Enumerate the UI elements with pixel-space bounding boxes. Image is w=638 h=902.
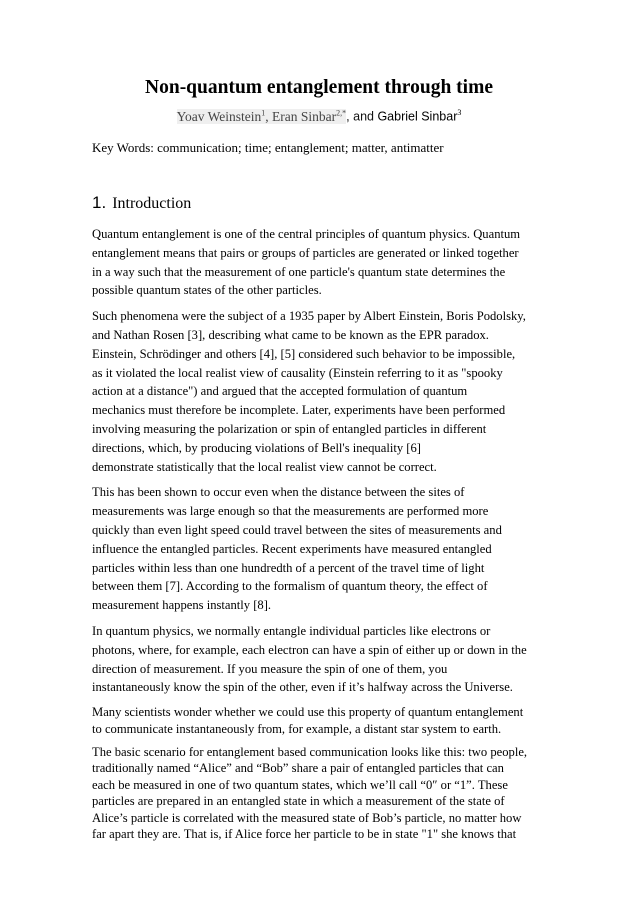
paragraph [92, 744, 552, 842]
text-line: as it violated the local realist view of causality (Einstein referring to it as "spooky [92, 365, 503, 380]
text-line: direction of measurement. If you measure the spin of one of them, you [92, 661, 448, 676]
text-line: instantaneously know the spin of the other, even if it’s halfway across the Universe. [92, 680, 513, 695]
author-and: and [349, 109, 378, 124]
text-line: Many scientists wonder whether we could use this property of quantum entanglement [92, 705, 524, 720]
text-line: influence the entangled particles. Recent experiments have measured entangled [92, 541, 492, 556]
section-title: Introduction [112, 195, 192, 212]
text-line: action at a distance") and argued that the accepted formulation of quantum [92, 384, 468, 399]
text-line: possible quantum states of the other particles. [92, 283, 322, 298]
text-line: measurement happens instantly [8]. [92, 598, 272, 613]
author-1 [176, 108, 350, 124]
text-line: mechanics must therefore be incomplete. Later, experiments have been performed [92, 403, 506, 418]
text-line: measurements was large enough so that the measurements are performed more [92, 504, 489, 519]
text-line: In quantum physics, we normally entangle individual particles like electrons or [92, 623, 491, 638]
author-1-affiliation: 1 [261, 108, 266, 117]
text-line: Such phenomena were the subject of a 1935 paper by Albert Einstein, Boris Podolsky, [92, 309, 526, 324]
text-line: involving measuring the polarization or spin of entangled particles in different [92, 421, 487, 436]
text-line: demonstrate statistically that the local realist view cannot be correct. [92, 459, 437, 474]
paragraph [92, 307, 552, 476]
text-line: between them [7]. According to the formalism of quantum theory, the effect of [92, 579, 488, 594]
keywords: Key Words: communication; time; entanglement; matter, antimatter [92, 140, 444, 155]
author-1-name: Yoav Weinstein [176, 108, 262, 124]
text-line: entanglement means that pairs or groups of particles are generated or linked together [92, 245, 519, 260]
text-line: traditionally named “Alice” and “Bob” share a pair of entangled particles that can [92, 761, 504, 776]
text-line: in a way such that the measurement of one particle's quantum state determines the [92, 264, 506, 279]
text-line: particles within less than one hundredth of a percent of the travel time of light [92, 560, 485, 575]
text-line: to communicate instantaneously from, for example, a distant star system to earth. [92, 721, 502, 736]
author-2-name: Eran Sinbar [272, 108, 337, 124]
paragraph [92, 483, 552, 615]
text-line: and Nathan Rosen [3], describing what came to be known as the EPR paradox. [92, 327, 489, 342]
paragraph [92, 622, 552, 697]
text-line: quickly than even light speed could travel between the sites of measurements and [92, 522, 502, 537]
text-line: Einstein, Schrödinger and others [4], [5] considered such behavior to be impossible, [92, 346, 516, 361]
text-line: Quantum entanglement is one of the central principles of quantum physics. Quantum [92, 227, 521, 241]
author-line [0, 108, 638, 125]
text-line: far apart they are. That is, if Alice force her particle to be in state "1" she knows that [92, 826, 517, 841]
author-3-name: Gabriel Sinbar [377, 109, 458, 124]
author-separator: , [265, 108, 273, 124]
section-heading [92, 193, 191, 213]
paragraph [92, 704, 552, 737]
author-3-affiliation: 3 [457, 108, 462, 117]
paper-title: Non-quantum entanglement through time [145, 77, 493, 98]
text-line: The basic scenario for entanglement based communication looks like this: two people, [92, 744, 528, 759]
text-line: photons, where, for example, each electron can have a spin of either up or down in the [92, 642, 527, 657]
author-comma: , [346, 109, 350, 124]
section-body [92, 225, 552, 849]
text-line: This has been shown to occur even when the distance between the sites of [92, 485, 465, 500]
text-line: each be measured in one of two quantum states, which we’ll call “0″ or “1”. These [92, 777, 508, 792]
text-line: Alice’s particle is correlated with the measured state of Bob’s particle, no matter how [92, 810, 522, 825]
text-line: directions, which, by producing violations of Bell's inequality [6] [92, 440, 421, 455]
author-2-affiliation: 2,* [336, 108, 347, 117]
text-line: particles are prepared in an entangled state in which a measurement of the state of [92, 794, 505, 809]
section-number: 1. [92, 193, 107, 212]
paragraph [92, 225, 552, 300]
